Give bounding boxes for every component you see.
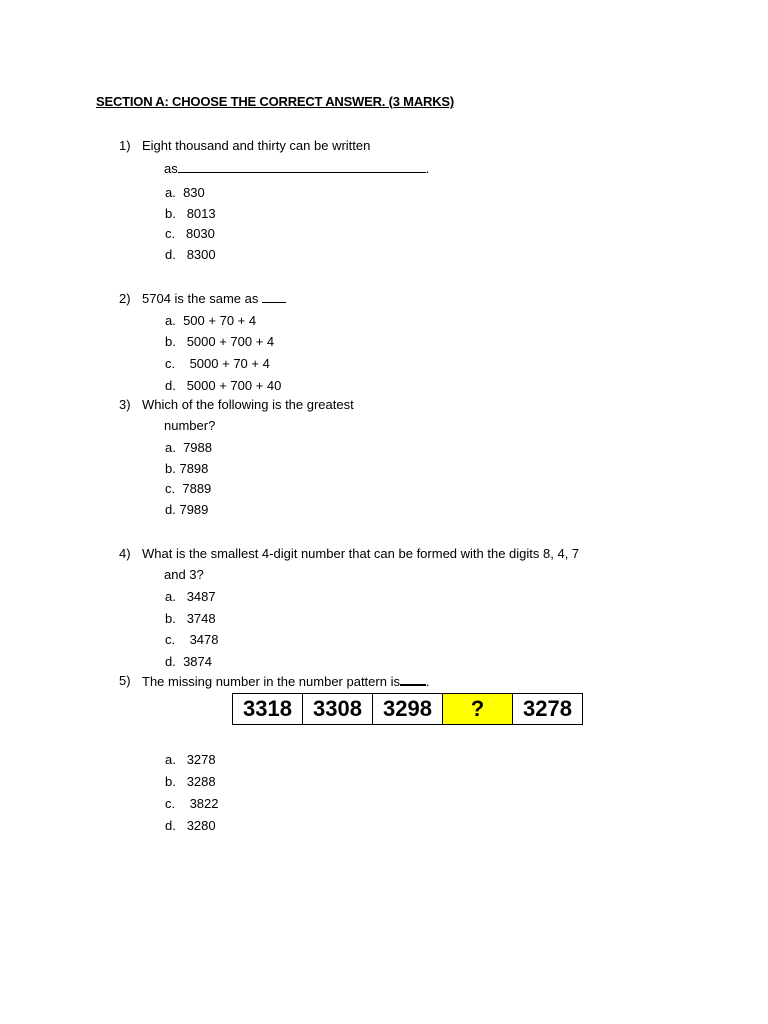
- option-c: c. 7889: [165, 481, 212, 496]
- pattern-cell: 3318: [233, 694, 303, 725]
- option-b: b. 7898: [165, 461, 209, 476]
- question-text-continued: number?: [164, 418, 216, 433]
- question-text: Which of the following is the greatest: [142, 397, 354, 412]
- answer-blank: [178, 160, 426, 173]
- number-pattern-table: [232, 693, 583, 725]
- question-number: 1): [119, 138, 131, 153]
- question-text-continued: [164, 160, 429, 177]
- option-c: c. 3478: [165, 632, 219, 647]
- question-number: 5): [119, 673, 131, 688]
- option-d: d. 7989: [165, 502, 209, 517]
- option-b: b. 5000 + 700 + 4: [165, 334, 275, 349]
- question-number: 3): [119, 397, 131, 412]
- option-d: d. 3280: [165, 818, 216, 833]
- option-c: c. 5000 + 70 + 4: [165, 356, 270, 371]
- option-d: d. 8300: [165, 247, 216, 262]
- option-c: c. 3822: [165, 796, 219, 811]
- question-text: The missing number in the number pattern is .: [142, 674, 430, 689]
- option-a: a. 830: [165, 185, 205, 200]
- pattern-cell: 3298: [373, 694, 443, 725]
- option-b: b. 8013: [165, 206, 216, 221]
- option-a: a. 500 + 70 + 4: [165, 313, 257, 328]
- section-title: SECTION A: CHOOSE THE CORRECT ANSWER. (3 MARKS): [96, 94, 454, 109]
- option-d: d. 3874: [165, 654, 212, 669]
- question-number: 4): [119, 546, 131, 561]
- question-number: 2): [119, 291, 131, 306]
- question-text: Eight thousand and thirty can be written: [142, 138, 371, 153]
- question-text: 5704 is the same as: [142, 291, 286, 307]
- question-text: What is the smallest 4-digit number that can be formed with the digits 8, 4, 7: [142, 546, 580, 561]
- option-a: a. 3278: [165, 752, 216, 767]
- question-text-cont: as: [164, 161, 178, 176]
- option-a: a. 7988: [165, 440, 212, 455]
- question-text-end: .: [425, 161, 430, 176]
- pattern-cell-missing: ?: [443, 694, 513, 725]
- option-b: b. 3288: [165, 774, 216, 789]
- pattern-cell: 3308: [303, 694, 373, 725]
- answer-blank: [400, 673, 426, 686]
- pattern-cell: 3278: [513, 694, 583, 725]
- number-pattern-row: [233, 694, 583, 725]
- option-b: b. 3748: [165, 611, 216, 626]
- option-a: a. 3487: [165, 589, 216, 604]
- answer-blank: [262, 291, 286, 303]
- option-d: d. 5000 + 700 + 40: [165, 378, 282, 393]
- question-text-continued: and 3?: [164, 567, 204, 582]
- option-c: c. 8030: [165, 226, 215, 241]
